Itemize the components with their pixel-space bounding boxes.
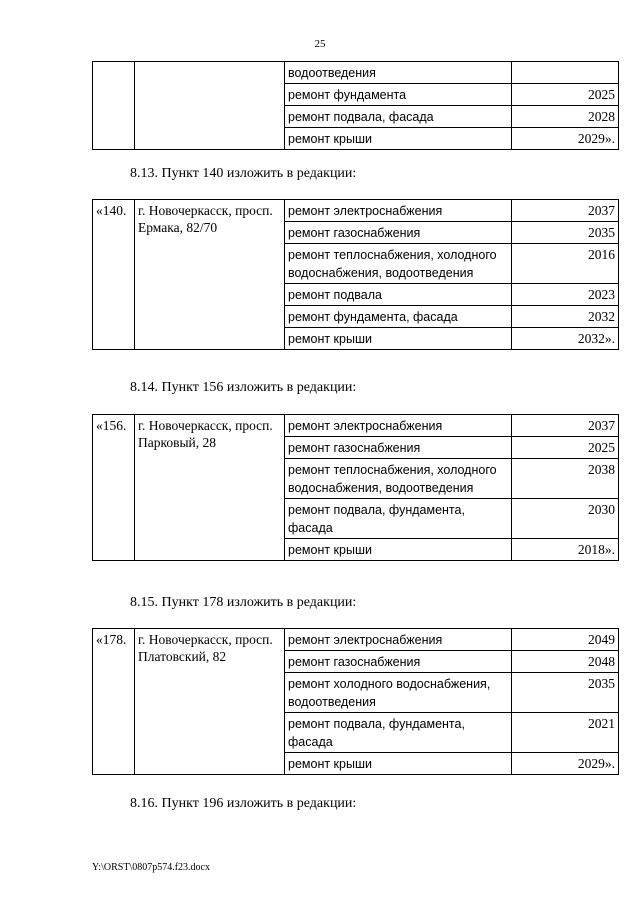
table-row: [93, 62, 619, 84]
work-cell: водоотведения: [285, 62, 512, 84]
file-path-footer: Y:\ORST\0807p574.f23.docx: [92, 862, 210, 873]
work-cell: ремонт теплоснабжения, холодного водоснабжения, водоотведения: [285, 244, 512, 284]
year-cell: 2023: [512, 284, 619, 306]
year-cell: 2029».: [512, 753, 619, 775]
year-cell: 2018».: [512, 539, 619, 561]
year-cell: 2038: [512, 459, 619, 499]
year-cell: 2032: [512, 306, 619, 328]
work-cell: ремонт крыши: [285, 128, 512, 150]
address-cell: [135, 62, 285, 150]
year-cell: 2035: [512, 222, 619, 244]
year-cell: 2032».: [512, 328, 619, 350]
year-cell: 2037: [512, 200, 619, 222]
year-cell: 2025: [512, 437, 619, 459]
item-number-cell: [93, 62, 135, 150]
item-number-cell: «178.: [93, 629, 135, 775]
paragraph-8-13: 8.13. Пункт 140 изложить в редакции:: [130, 166, 357, 181]
work-cell: ремонт крыши: [285, 539, 512, 561]
year-cell: 2030: [512, 499, 619, 539]
work-cell: ремонт холодного водоснабжения, водоотведения: [285, 673, 512, 713]
address-cell: г. Новочеркасск, просп. Ермака, 82/70: [135, 200, 285, 350]
work-cell: ремонт газоснабжения: [285, 437, 512, 459]
table-row: [93, 415, 619, 437]
work-cell: ремонт электроснабжения: [285, 415, 512, 437]
work-cell: ремонт подвала: [285, 284, 512, 306]
year-cell: 2016: [512, 244, 619, 284]
year-cell: [512, 62, 619, 84]
year-cell: 2037: [512, 415, 619, 437]
address-cell: г. Новочеркасск, просп. Платовский, 82: [135, 629, 285, 775]
year-cell: 2049: [512, 629, 619, 651]
table-row: [93, 629, 619, 651]
paragraph-8-16: 8.16. Пункт 196 изложить в редакции:: [130, 796, 357, 811]
item-number-cell: «156.: [93, 415, 135, 561]
address-cell: г. Новочеркасск, просп. Парковый, 28: [135, 415, 285, 561]
paragraph-8-14: 8.14. Пункт 156 изложить в редакции:: [130, 380, 357, 395]
works-table-continued: [92, 61, 619, 150]
work-cell: ремонт крыши: [285, 328, 512, 350]
work-cell: ремонт подвала, фасада: [285, 106, 512, 128]
table-row: [93, 200, 619, 222]
item-number-cell: «140.: [93, 200, 135, 350]
work-cell: ремонт фундамента: [285, 84, 512, 106]
year-cell: 2048: [512, 651, 619, 673]
work-cell: ремонт фундамента, фасада: [285, 306, 512, 328]
works-table-item-140: [92, 199, 619, 350]
year-cell: 2035: [512, 673, 619, 713]
year-cell: 2025: [512, 84, 619, 106]
paragraph-8-15: 8.15. Пункт 178 изложить в редакции:: [130, 595, 357, 610]
works-table-item-178: [92, 628, 619, 775]
year-cell: 2021: [512, 713, 619, 753]
work-cell: ремонт электроснабжения: [285, 200, 512, 222]
work-cell: ремонт газоснабжения: [285, 651, 512, 673]
work-cell: ремонт газоснабжения: [285, 222, 512, 244]
year-cell: 2028: [512, 106, 619, 128]
page-number: 25: [314, 38, 326, 50]
works-table-item-156: [92, 414, 619, 561]
work-cell: ремонт крыши: [285, 753, 512, 775]
work-cell: ремонт электроснабжения: [285, 629, 512, 651]
work-cell: ремонт подвала, фундамента, фасада: [285, 713, 512, 753]
year-cell: 2029».: [512, 128, 619, 150]
work-cell: ремонт подвала, фундамента, фасада: [285, 499, 512, 539]
work-cell: ремонт теплоснабжения, холодного водоснабжения, водоотведения: [285, 459, 512, 499]
